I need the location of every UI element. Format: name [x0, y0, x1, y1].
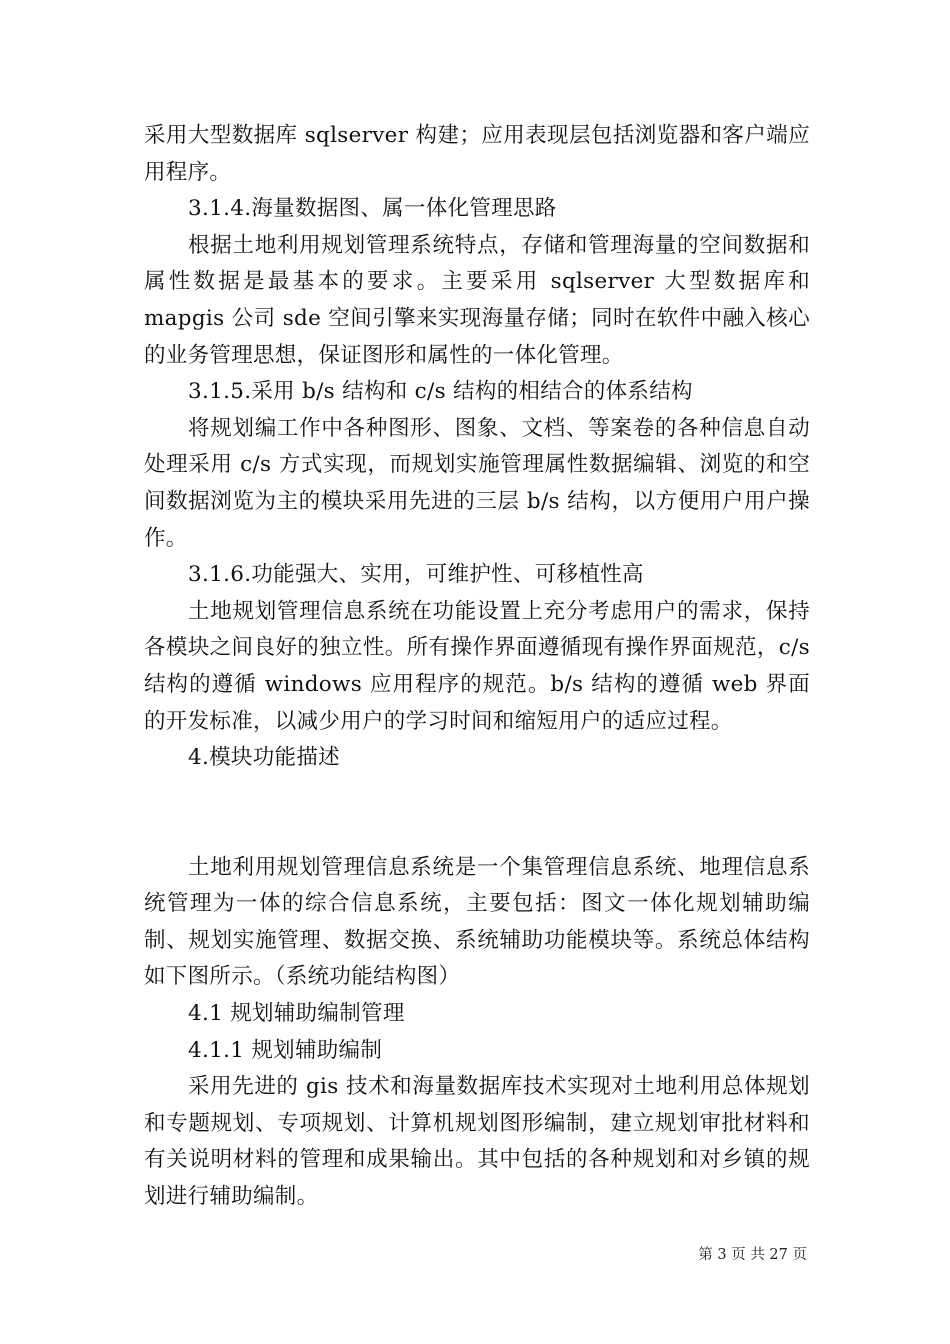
section-heading-3-1-6: 3.1.6.功能强大、实用，可维护性、可移植性高 [188, 562, 644, 588]
paragraph: 将规划编工作中各种图形、图象、文档、等案卷的各种信息自动处理采用 c/s 方式实现，而规划实施管理属性数据编辑、浏览的和空间数据浏览为主的模块采用先进的三层 b/s 结构，以方便用户用户操作。 [144, 415, 810, 551]
body-text [144, 118, 810, 1216]
section-heading-3-1-4: 3.1.4.海量数据图、属一体化管理思路 [188, 196, 557, 222]
blank-gap [144, 777, 810, 850]
section-heading-4-1: 4.1 规划辅助编制管理 [188, 1001, 405, 1027]
paragraph: 采用先进的 gis 技术和海量数据库技术实现对土地利用总体规划和专题规划、专项规划、计算机规划图形编制，建立规划审批材料和有关说明材料的管理和成果输出。其中包括的各种规划和对乡镇的规划进行辅助编制。 [144, 1074, 810, 1210]
paragraph: 土地利用规划管理信息系统是一个集管理信息系统、地理信息系统管理为一体的综合信息系统，主要包括：图文一体化规划辅助编制、规划实施管理、数据交换、系统辅助功能模块等。系统总体结构如下图所示。（系统功能结构图） [144, 854, 810, 990]
paragraph: 土地规划管理信息系统在功能设置上充分考虑用户的需求，保持各模块之间良好的独立性。所有操作界面遵循现有操作界面规范，c/s 结构的遵循 windows 应用程序的规范。b/s 结构的遵循 web 界面的开发标准，以减少用户的学习时间和缩短用户的适应过程。 [144, 598, 810, 734]
section-heading-4-1-1: 4.1.1 规划辅助编制 [188, 1037, 383, 1063]
page-number: 第 3 页 共 27 页 [698, 1247, 807, 1263]
paragraph-continuation: 采用大型数据库 sqlserver 构建；应用表现层包括浏览器和客户端应用程序。 [144, 123, 810, 185]
section-heading-4: 4.模块功能描述 [188, 745, 340, 771]
section-heading-3-1-5: 3.1.5.采用 b/s 结构和 c/s 结构的相结合的体系结构 [188, 379, 693, 405]
paragraph: 根据土地利用规划管理系统特点，存储和管理海量的空间数据和属性数据是最基本的要求。主要采用 sqlserver 大型数据库和 mapgis 公司 sde 空间引擎来实现海量存储；同时在软件中融入核心的业务管理思想，保证图形和属性的一体化管理。 [144, 232, 810, 368]
